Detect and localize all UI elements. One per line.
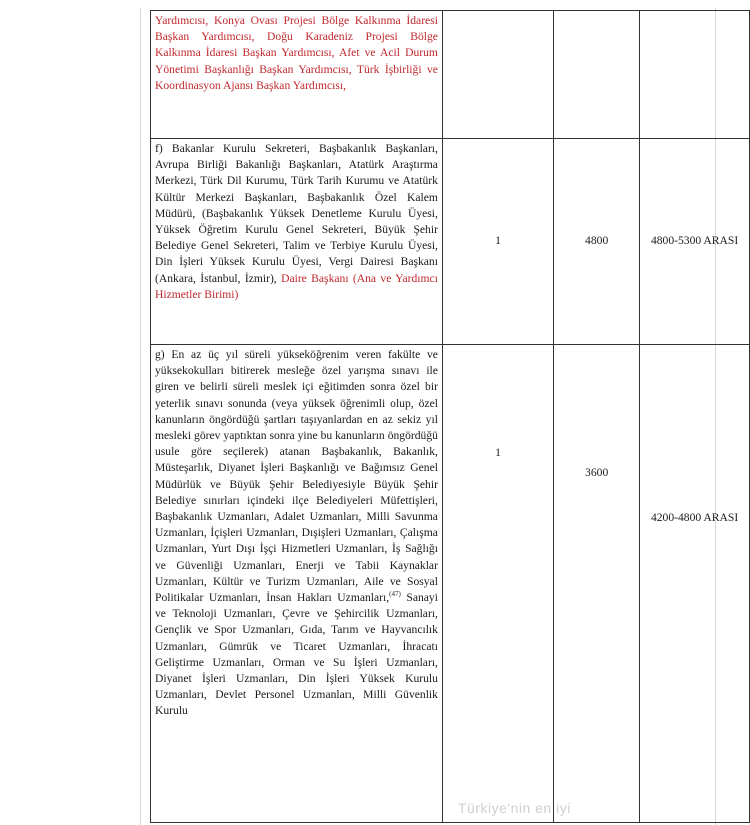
row-text-continued: Sanayi ve Teknoloji Uzmanları, Çevre ve Şehircilik Uzmanları, Gençlik ve Spor Uzmanları, Gıda, Tarım ve Hayvancılık Uzmanları, Gümrük ve Ticaret Uzmanları, İhracatı Geliştirme Uzmanları, Orman ve Su İşleri Uzmanları, Diyanet İşleri Uzmanları, Din İşleri Yüksek Kurulu Uzmanları, Devlet Personel Uzmanları, Milli Güvenlik Kurulu: [155, 591, 438, 718]
row-description: [151, 139, 443, 345]
count-cell: 1: [442, 345, 553, 823]
count-cell: [442, 11, 553, 139]
indicator-cell: [554, 11, 640, 139]
table-row: [151, 139, 750, 345]
range-cell: [640, 11, 750, 139]
range-cell: 4200-4800 ARASI: [640, 345, 750, 823]
row-text: g) En az üç yıl süreli yükseköğrenim veren fakülte ve yüksekokulları bitirerek mesleğe özel yarışma sınavı ile giren ve belirli süreli meslek içi eğitimden sonra özel bir yeterlik sınavı sonunda (veya yüksek öğrenimli olup, özel kanunların öngördüğü şartları taşıyanlardan en az sekiz yıl mesleki görev yaptıktan sonra yine bu kanunların öngördüğü usule göre seçilerek) atanan Başbakanlık, Bakanlık, Müsteşarlık, Diyanet İşleri Başkanlığı ve Bağımsız Genel Müdürlük ve Büyük Şehir Belediyesiyle Büyük Şehir Belediye sınırları içindeki ilçe Belediyeleri Müfettişleri, Başbakanlık Uzmanları, Adalet Uzmanları, Milli Savunma Uzmanları, İçişleri Uzmanları, Dışişleri Uzmanları, Çalışma Uzmanları, Yurt Dışı İşçi Hizmetleri Uzmanları, İş Sağlığı ve Güvenliği Uzmanları, Enerji ve Tabii Kaynaklar Uzmanları, Kültür ve Turizm Uzmanları, Aile ve Sosyal Politikalar Uzmanları, İnsan Hakları Uzmanları,: [155, 348, 438, 605]
row-description: [151, 345, 443, 823]
table-row: [151, 11, 750, 139]
indicator-cell: 3600: [554, 345, 640, 823]
footnote-marker: (47): [389, 590, 401, 599]
watermark-text: Türkiye'nin en iyi: [458, 800, 571, 816]
salary-table: [150, 10, 750, 823]
count-cell: 1: [442, 139, 553, 345]
highlighted-text: Daire Başkanı (Ana ve Yardımcı Hizmetler Birimi): [155, 271, 438, 301]
table-row: [151, 345, 750, 823]
row-description: [151, 11, 443, 139]
indicator-cell: 4800: [554, 139, 640, 345]
highlighted-text: Yardımcısı, Konya Ovası Projesi Bölge Kalkınma İdaresi Başkan Yardımcısı, Doğu Karadeniz Projesi Bölge Kalkınma İdaresi Başkan Yardımcısı, Afet ve Acil Durum Yönetimi Başkanlığı Başkan Yardımcısı, Türk İşbirliği ve Koordinasyon Ajansı Başkan Yardımcısı,: [155, 14, 438, 92]
range-cell: 4800-5300 ARASI: [640, 139, 750, 345]
row-text: f) Bakanlar Kurulu Sekreteri, Başbakanlık Başkanları, Avrupa Birliği Bakanlığı Başkanları, Atatürk Araştırma Merkezi, Türk Dil Kurumu, Türk Tarih Kurumu ve Atatürk Kültür Merkezi Başkanları, Başbakanlık Özel Kalem Müdürü, (Başbakanlık Yüksek Denetleme Kurulu Üyesi, Yüksek Öğretim Kurulu Genel Sekreteri, Büyük Şehir Belediye Genel Sekreteri, Talim ve Terbiye Kurulu Üyesi, Din İşleri Yüksek Kurulu Üyesi, Vergi Dairesi Başkanı (Ankara, İstanbul, İzmir),: [155, 142, 438, 285]
